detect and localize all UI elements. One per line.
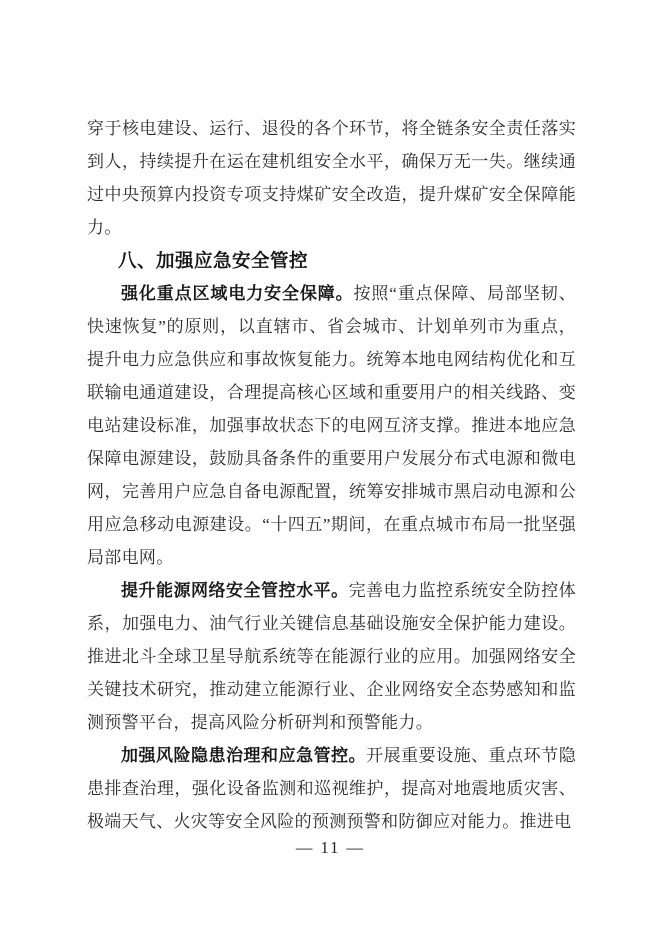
paragraph xyxy=(87,574,576,739)
page-number: — 11 — xyxy=(295,838,366,857)
paragraph-lead: 加强风险隐患治理和应急管控。 xyxy=(121,746,367,765)
paragraph-lead: 强化重点区域电力安全保障。 xyxy=(121,284,354,303)
paragraph-continuation: 穿于核电建设、运行、退役的各个环节，将全链条安全责任落实到人，持续提升在运在建机组安全水平，确保万无一失。继续通过中央预算内投资专项支持煤矿安全改造，提升煤矿安全保障能力。 xyxy=(87,119,576,237)
paragraph xyxy=(87,277,576,574)
section-heading: 八、加强应急安全管控 xyxy=(118,250,309,271)
paragraph xyxy=(87,739,576,838)
paragraph-body: 按照“重点保障、局部坚韧、快速恢复”的原则，以直辖市、省会城市、计划单列市为重点，提升电力应急供应和事故恢复能力。统筹本地电网结构优化和互联输电通道建设，合理提高核心区域和重要用户的相关线路、变电站建设标准，加强事故状态下的电网互济支撑。推进本地应急保障电源建设，鼓励具备条件的重要用户发展分布式电源和微电网，完善用户应急自备电源配置，统筹安排城市黑启动电源和公用应急移动电源建设。“十四五”期间，在重点城市布局一批坚强局部电网。 xyxy=(87,284,576,567)
document-content xyxy=(87,112,576,838)
paragraph-lead: 提升能源网络安全管控水平。 xyxy=(121,581,349,600)
paragraph-body: 完善电力监控系统安全防控体系，加强电力、油气行业关键信息基础设施安全保护能力建设。推进北斗全球卫星导航系统等在能源行业的应用。加强网络安全关键技术研究，推动建立能源行业、企业网络安全态势感知和监测预警平台，提高风险分析研判和预警能力。 xyxy=(87,581,576,732)
paragraph-body: 开展重要设施、重点环节隐患排查治理，强化设备监测和巡视维护，提高对地震地质灾害、极端天气、火灾等安全风险的预测预警和防御应对能力。推进电 xyxy=(87,746,576,831)
